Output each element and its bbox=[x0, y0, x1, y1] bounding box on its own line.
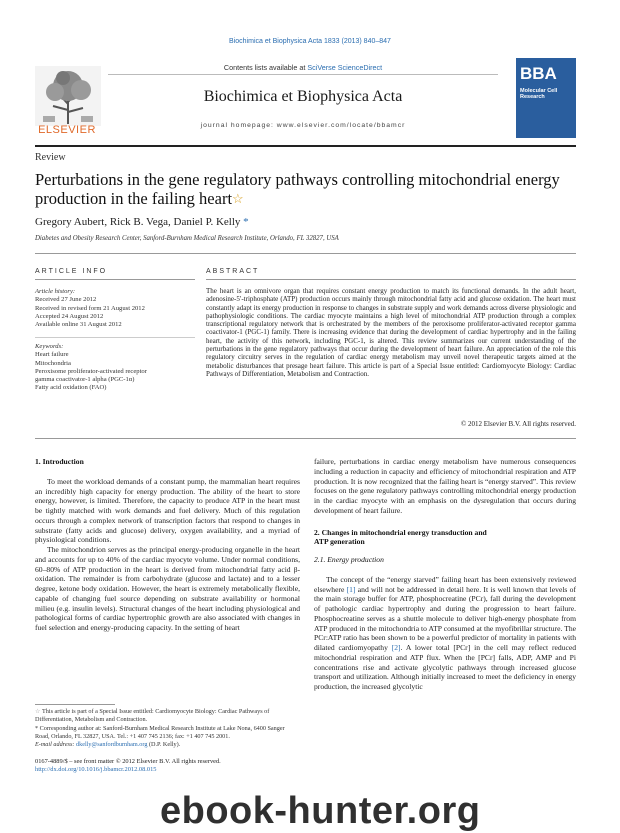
section-heading-introduction: 1. Introduction bbox=[35, 457, 84, 466]
abstract-heading: ABSTRACT bbox=[206, 268, 260, 275]
abstract-text: The heart is an omnivore organ that requires constant energy production to match its functional demands. In the adult heart, adenosine-5′-triphosphate (ATP) production occurs mainly through mitochondrial fatty acid and glucose oxidation. The heart must constantly adapt its energy production in response to changes in substrate supply and work demands across diverse physiologic and pathophysiologic conditions. The cardiac myocyte maintains a high level of mitochondrial ATP production through a complex transcriptional regulatory network that is orchestrated by the members of the peroxisome proliferator-activated receptor gamma coactivator-1 (PGC-1) family. There is increasing evidence that during the development of cardiac hypertrophy and in the failing heart, the activity of this network, including PGC-1, is altered. This review summarizes our current understanding of the perturbations in the gene regulatory pathways that occur during the development of heart failure. An appreciation of the role this regulatory circuitry serves in the regulation of cardiac energy metabolism may unveil novel therapeutic targets aimed at the metabolic disturbances that presage heart failure. This article is part of a Special Issue entitled: Cardiomyocyte Biology: Cardiac Pathways of Differentiation, Metabolism and Contraction. bbox=[206, 287, 576, 378]
email-suffix: (D.P. Kelly). bbox=[147, 740, 181, 748]
abstract-copyright: © 2012 Elsevier B.V. All rights reserved. bbox=[460, 420, 576, 428]
email-label: E-mail address: bbox=[35, 740, 75, 748]
keyword-item: gamma coactivator-1 alpha (PGC-1α) bbox=[35, 376, 135, 384]
keyword-item: Fatty acid oxidation (FAO) bbox=[35, 384, 107, 392]
title-footnote-mark[interactable]: ☆ bbox=[232, 191, 244, 206]
issn-block bbox=[35, 758, 300, 774]
article-title bbox=[35, 170, 575, 208]
cover-subtitle bbox=[520, 88, 557, 100]
footnote-special-issue bbox=[35, 708, 300, 724]
article-type: Review bbox=[35, 152, 66, 163]
contents-line bbox=[108, 63, 498, 72]
footnote-corresponding-text: Corresponding author at: Sanford-Burnham Medical Research Institute at Lake Nona, 6400 Sanger Road, Orlando, FL 32827, USA. Tel.: +1 407 745 2136; fax: +1 407 745 2001. bbox=[35, 725, 285, 740]
affiliation: Diabetes and Obesity Research Center, Sanford-Burnham Medical Research Institute, Orlando, FL 32827, USA bbox=[35, 235, 339, 242]
keyword-item: Mitochondria bbox=[35, 359, 71, 367]
footnote-corresponding bbox=[35, 725, 300, 748]
header-divider bbox=[108, 74, 498, 75]
cover-title: BBA bbox=[520, 64, 557, 83]
reference-link-2[interactable]: [2] bbox=[391, 643, 401, 652]
footnote-rule bbox=[35, 704, 115, 705]
right-paragraph-continued: failure, perturbations in cardiac energy metabolism have numerous consequences including a reduction in capacity and efficiency of mitochondrial respiration and ATP production. It is now recognized that the failing heart is “energy starved”. This review focuses on the gene regulatory pathways controlling mitochondrial energy production in the cardiac myocyte with an emphasis on the dysregulation that occurs during development of heart failure. bbox=[314, 457, 576, 515]
authors-text[interactable]: Gregory Aubert, Rick B. Vega, Daniel P. Kelly bbox=[35, 216, 241, 228]
abstract-bottom-rule bbox=[35, 438, 576, 439]
history-label: Article history: bbox=[35, 288, 76, 295]
intro-paragraph-2: The mitochondrion serves as the principal energy-producing organelle in the heart and accounts for up to 40% of the cardiac myocyte volume. Under normal conditions, 60–80% of ATP production in the heart is derived from mitochondrial fatty acid β-oxidation. The remainder is from carbohydrate (glucose and lactate) and to a lesser degree, ketone body oxidation. However, the heart is extremely metabolically flexible, capable of changing fuel source depending on substrate availability or hormonal milieu (e.g. insulin levels). Structural changes of the heart including physiological and pathological forms of cardiac hypertrophic growth are also associated with changes in fuel selection and energy-producing capacity. In the setting of heart bbox=[35, 545, 300, 632]
article-history bbox=[35, 288, 195, 329]
corresponding-author-mark[interactable]: * bbox=[240, 216, 249, 228]
history-online: Available online 31 August 2012 bbox=[35, 321, 122, 329]
energy-production-paragraph bbox=[314, 575, 576, 692]
author-list bbox=[35, 216, 249, 228]
history-revised: Received in revised form 21 August 2012 bbox=[35, 304, 145, 312]
energy-text-c: . A lower total [PCr] in the cell may reflect reduced mitochondrial respiration and ATP flux. When the [PCr] falls, ADP, AMP and Pi concentrations rise and activate glycolytic pathways through increased glucose transport and utilization. Although initially increased to meet the deficiency in energy production, the increased glycolytic bbox=[314, 643, 577, 691]
sciencedirect-link[interactable]: SciVerse ScienceDirect bbox=[307, 63, 383, 72]
section-heading-2-line-2: ATP generation bbox=[314, 537, 365, 547]
publisher-name: ELSEVIER bbox=[38, 124, 96, 136]
email-link[interactable]: dkelly@sanfordburnham.org bbox=[76, 740, 148, 748]
article-info-rule bbox=[35, 279, 195, 280]
abstract-rule bbox=[206, 279, 576, 280]
article-title-text: Perturbations in the gene regulatory pathways controlling mitochondrial energy production in the failing heart bbox=[35, 170, 560, 208]
watermark: ebook-hunter.org bbox=[160, 790, 481, 832]
contents-prefix: Contents lists available at bbox=[223, 63, 308, 72]
energy-text-a: The concept of the “energy starved” failing heart has been extensively reviewed elsewhere bbox=[314, 574, 576, 594]
journal-header bbox=[108, 58, 498, 138]
header-rule bbox=[35, 145, 576, 147]
footnote-special-issue-text: This article is part of a Special Issue entitled: Cardiomyocyte Biology: Cardiac Pathways of Differentiation, Metabolism and Contraction. bbox=[35, 708, 270, 723]
section-heading-2-line-1: 2. Changes in mitochondrial energy transduction and bbox=[314, 527, 487, 537]
footnote-mark: ☆ bbox=[35, 708, 41, 715]
journal-citation[interactable]: Biochimica et Biophysica Acta 1833 (2013) 840–847 bbox=[229, 38, 391, 45]
article-info-heading: ARTICLE INFO bbox=[35, 268, 108, 275]
intro-paragraph-1: To meet the workload demands of a constant pump, the mammalian heart requires an incredibly high capacity for energy production. The ability of the heart to store energy, however, is limited. Therefore, the capacity to produce ATP in the heart must be tightly matched with work demands and fuel delivery. Much of this regulation occurs through a complex network of transcription factors that respond to changes in substrate (fatty acids and glucose) delivery, oxygen availability, and a myriad of physiological conditions. bbox=[35, 476, 300, 545]
cover-subtitle-line-1: Molecular Cell bbox=[520, 88, 558, 94]
keywords-rule bbox=[35, 337, 195, 338]
energy-text-b: and will not be addressed in detail here. It is well known that levels of the main storage buffer for ATP, phosphocreatine (PCr), fall during the development of pathologic cardiac hypertrophy and during the progression to heart failure. Phosphocreatine serves as a shuttle molecule to deliver high-energy phosphate from ATP produced in the mitochondria to ATP consumed at the myofibrillar structure. The PCr:ATP ratio has been shown to be a powerful predictor of mortality in patients with dilated cardiomyopathy bbox=[314, 584, 576, 652]
keyword-item: Heart failure bbox=[35, 351, 69, 359]
subsection-heading-2-1: 2.1. Energy production bbox=[314, 555, 384, 564]
doi-link[interactable]: http://dx.doi.org/10.1016/j.bbamcr.2012.08.015 bbox=[35, 766, 157, 773]
keyword-item: Peroxisome proliferator-activated receptor bbox=[35, 367, 147, 375]
section-heading-2 bbox=[314, 528, 576, 548]
issn-line: 0167-4889/$ – see front matter © 2012 Elsevier B.V. All rights reserved. bbox=[35, 758, 221, 765]
affiliation-rule bbox=[35, 253, 576, 254]
journal-cover bbox=[516, 58, 576, 138]
keywords bbox=[35, 343, 195, 393]
footnote-mark: * bbox=[35, 725, 39, 732]
reference-link-1[interactable]: [1] bbox=[346, 584, 356, 594]
keywords-label: Keywords: bbox=[35, 343, 64, 350]
history-accepted: Accepted 24 August 2012 bbox=[35, 312, 104, 320]
left-column bbox=[35, 457, 300, 633]
journal-name: Biochimica et Biophysica Acta bbox=[203, 88, 403, 105]
journal-homepage[interactable]: journal homepage: www.elsevier.com/locate/bbamcr bbox=[200, 122, 406, 129]
history-received: Received 27 June 2012 bbox=[35, 296, 97, 304]
right-column bbox=[314, 457, 576, 692]
cover-subtitle-line-2: Research bbox=[520, 94, 545, 100]
